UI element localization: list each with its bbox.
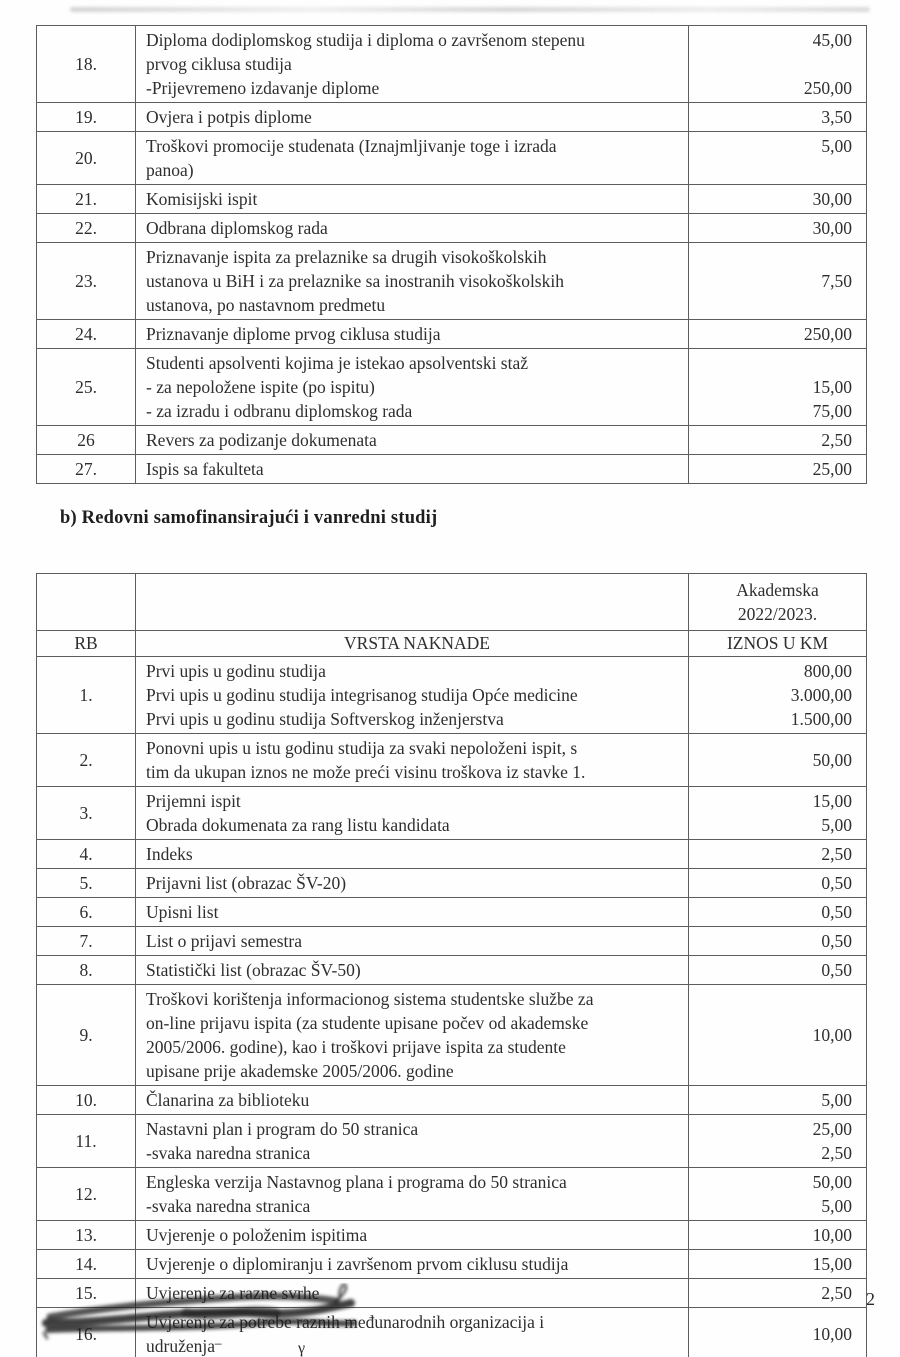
description-cell [136,985,689,1086]
scan-artifact-top [70,7,870,12]
row-number-cell: 20. [37,132,136,185]
row-number-cell: 2. [37,734,136,787]
amount-value: 1.500,00 [790,709,852,729]
description-cell [136,898,689,927]
table-row [37,185,867,214]
section-heading: b) Redovni samofinansirajući i vanredni studij [60,508,438,528]
description-cell [136,26,689,103]
amount-value: 15,00 [812,791,852,811]
amount-cell [689,869,867,898]
row-number-cell: 8. [37,956,136,985]
amount-value: 5,00 [821,815,852,835]
row-number-cell: 25. [37,349,136,426]
table-row [37,103,867,132]
amount-value: 25,00 [812,1119,852,1139]
row-number-cell: 19. [37,103,136,132]
description-line: panoa) [146,160,194,180]
amount-cell [689,1250,867,1279]
row-number-cell: 26 [37,426,136,455]
row-number-cell: 3. [37,787,136,840]
table-row [37,1221,867,1250]
amount-cell [689,243,867,320]
description-cell [136,243,689,320]
description-cell [136,455,689,484]
row-number-cell: 4. [37,840,136,869]
description-cell [136,657,689,734]
amount-value: 3,50 [821,107,852,127]
description-cell [136,734,689,787]
amount-value: 250,00 [803,78,852,98]
amount-cell [689,1115,867,1168]
description-line: tim da ukupan iznos ne može preći visinu troškova iz stavke 1. [146,762,586,782]
amount-cell [689,320,867,349]
amount-cell [689,898,867,927]
description-line: Prijemni ispit [146,791,241,811]
description-cell [136,840,689,869]
table-row [37,243,867,320]
description-cell [136,320,689,349]
amount-cell [689,214,867,243]
row-number-cell: 22. [37,214,136,243]
row-number-cell: 9. [37,985,136,1086]
row-number-cell: 7. [37,927,136,956]
amount-value: 800,00 [803,661,852,681]
amount-cell [689,787,867,840]
amount-value: 5,00 [821,1090,852,1110]
handwriting-gamma-mark: γ [298,1340,306,1357]
fee-table-main-body [37,574,867,1357]
description-line: Statistički list (obrazac ŠV-50) [146,960,361,980]
amount-value: 0,50 [821,931,852,951]
amount-value: 25,00 [812,459,852,479]
amount-value: 2,50 [821,1143,852,1163]
table-row [37,734,867,787]
table-row [37,455,867,484]
description-cell [136,869,689,898]
description-line: udruženja [146,1336,215,1356]
description-line: 2005/2006. godine), kao i troškovi prijave ispita za studente [146,1037,566,1057]
academic-year-line: Akademska [736,580,819,600]
header-type-cell: VRSTA NAKNADE [136,631,689,657]
row-number-cell: 6. [37,898,136,927]
amount-cell [689,426,867,455]
academic-year-line: 2022/2023. [737,604,818,624]
description-line: - za nepoložene ispite (po ispitu) [146,377,375,397]
table-row [37,927,867,956]
table-row [37,657,867,734]
row-number-cell: 1. [37,657,136,734]
amount-cell [689,1086,867,1115]
description-line: List o prijavi semestra [146,931,303,951]
amount-cell [689,657,867,734]
amount-value: 2,50 [821,430,852,450]
row-number-cell: 11. [37,1115,136,1168]
amount-value: 75,00 [812,401,852,421]
amount-value: 45,00 [812,30,852,50]
amount-cell [689,455,867,484]
description-cell [136,1168,689,1221]
page-number: 2 [866,1289,875,1309]
amount-value: 15,00 [812,1254,852,1274]
amount-cell [689,1168,867,1221]
amount-value [689,158,852,182]
description-line: Ovjera i potpis diplome [146,107,312,127]
description-line: ustanova u BiH i za prelaznike sa inostranih visokoškolskih [146,271,564,291]
amount-cell [689,734,867,787]
row-number-cell: 21. [37,185,136,214]
description-cell [136,927,689,956]
description-cell [136,103,689,132]
row-number-cell: 16. [37,1308,136,1357]
amount-cell [689,956,867,985]
description-cell [136,1250,689,1279]
description-line: Nastavni plan i program do 50 stranica [146,1119,419,1139]
amount-value: 30,00 [812,189,852,209]
description-line: - za izradu i odbranu diplomskog rada [146,401,413,421]
amount-value: 10,00 [812,1024,852,1045]
page-footer [0,1283,900,1357]
table-row [37,840,867,869]
amount-value: 5,00 [821,1196,852,1216]
description-line: Priznavanje ispita za prelaznike sa drugih visokoškolskih [146,247,547,267]
description-line: Komisijski ispit [146,189,258,209]
amount-cell [689,349,867,426]
amount-value: 7,50 [821,270,852,291]
description-line: Prvi upis u godinu studija Softverskog inženjerstva [146,709,504,729]
description-line: Uvjerenje o položenim ispitima [146,1225,368,1245]
description-line: Uvjerenje za razne svrhe [146,1283,320,1303]
handwriting-dash-mark: − [214,1337,223,1353]
amount-value: 10,00 [812,1323,852,1344]
table-row [37,956,867,985]
row-number-cell: 24. [37,320,136,349]
row-number-cell: 15. [37,1279,136,1308]
description-line: Obrada dokumenata za rang listu kandidata [146,815,450,835]
header-row-columns [37,631,867,657]
table-row [37,898,867,927]
fee-table-main [36,573,867,1357]
description-line: Prvi upis u godinu studija [146,661,326,681]
description-line: Indeks [146,844,193,864]
amount-value: 2,50 [821,844,852,864]
description-line: on-line prijavu ispita (za studente upisane počev od akademske [146,1013,589,1033]
row-number-cell: 13. [37,1221,136,1250]
row-number-cell: 10. [37,1086,136,1115]
description-line: Prvi upis u godinu studija integrisanog studija Opće medicine [146,685,578,705]
row-number-cell: 5. [37,869,136,898]
description-line: -Prijevremeno izdavanje diplome [146,78,380,98]
row-number-cell: 27. [37,455,136,484]
description-cell [136,349,689,426]
description-cell [136,185,689,214]
amount-cell [689,927,867,956]
table-row [37,1086,867,1115]
fee-table-continued-body [37,26,867,484]
description-cell [136,426,689,455]
header-rb-cell: RB [37,631,136,657]
row-number-cell: 18. [37,26,136,103]
amount-value: 0,50 [821,960,852,980]
description-line: -svaka naredna stranica [146,1143,311,1163]
row-number-cell: 14. [37,1250,136,1279]
amount-value: 250,00 [803,324,852,344]
amount-value: 3.000,00 [790,685,852,705]
amount-value: 2,50 [821,1283,852,1303]
amount-cell [689,840,867,869]
table-row [37,1168,867,1221]
description-line: Odbrana diplomskog rada [146,218,328,238]
description-line: Upisni list [146,902,219,922]
description-line: Uvjerenje o diplomiranju i završenom prvom ciklusu studija [146,1254,569,1274]
description-line: Studenti apsolventi kojima je istekao apsolventski staž [146,353,529,373]
amount-value: 5,00 [821,136,852,156]
amount-cell [689,1221,867,1250]
header-empty-cell [136,574,689,631]
amount-value: 50,00 [812,749,852,770]
description-cell [136,1115,689,1168]
description-line: upisane prije akademske 2005/2006. godine [146,1061,454,1081]
description-line: Ispis sa fakulteta [146,459,264,479]
table-row [37,1115,867,1168]
description-line: Uvjerenje za potrebe raznih međunarodnih organizacija i [146,1312,545,1332]
amount-value [689,52,852,76]
amount-cell [689,185,867,214]
table-row [37,787,867,840]
description-line: Prijavni list (obrazac ŠV-20) [146,873,347,893]
amount-value: 0,50 [821,902,852,922]
table-row [37,869,867,898]
description-cell [136,214,689,243]
table-row [37,320,867,349]
header-empty-cell [37,574,136,631]
row-number-cell: 23. [37,243,136,320]
table-row [37,26,867,103]
table-row [37,132,867,185]
table-row [37,426,867,455]
amount-value: 30,00 [812,218,852,238]
description-cell [136,1221,689,1250]
description-line: Ponovni upis u istu godinu studija za svaki nepoloženi ispit, s [146,738,578,758]
header-row-academic-year [37,574,867,631]
amount-cell [689,103,867,132]
description-cell [136,956,689,985]
description-line: Troškovi promocije studenata (Iznajmljivanje toge i izrada [146,136,557,156]
description-line: Priznavanje diplome prvog ciklusa studija [146,324,441,344]
amount-value [689,351,852,375]
description-line: Revers za podizanje dokumenata [146,430,377,450]
description-line: -svaka naredna stranica [146,1196,311,1216]
table-row [37,1250,867,1279]
row-number-cell: 12. [37,1168,136,1221]
description-line: Diploma dodiplomskog studija i diploma o završenom stepenu [146,30,585,50]
amount-value: 0,50 [821,873,852,893]
description-line: Engleska verzija Nastavnog plana i programa do 50 stranica [146,1172,567,1192]
signature-scribble-icon [36,1283,396,1357]
amount-value: 50,00 [812,1172,852,1192]
header-academic-year-cell [689,574,867,631]
description-cell [136,1086,689,1115]
description-cell [136,787,689,840]
amount-cell [689,985,867,1086]
amount-value: 15,00 [812,377,852,397]
description-cell [136,132,689,185]
amount-cell [689,26,867,103]
table-row [37,985,867,1086]
fee-table-continued [36,25,867,484]
amount-value: 10,00 [812,1225,852,1245]
description-line: ustanova, po nastavnom predmetu [146,295,386,315]
table-row [37,349,867,426]
description-line: Troškovi korištenja informacionog sistema studentske službe za [146,989,594,1009]
description-line: prvog ciklusa studija [146,54,292,74]
description-line: Članarina za biblioteku [146,1090,310,1110]
table-row [37,214,867,243]
header-amount-cell: IZNOS U KM [689,631,867,657]
amount-cell [689,132,867,185]
